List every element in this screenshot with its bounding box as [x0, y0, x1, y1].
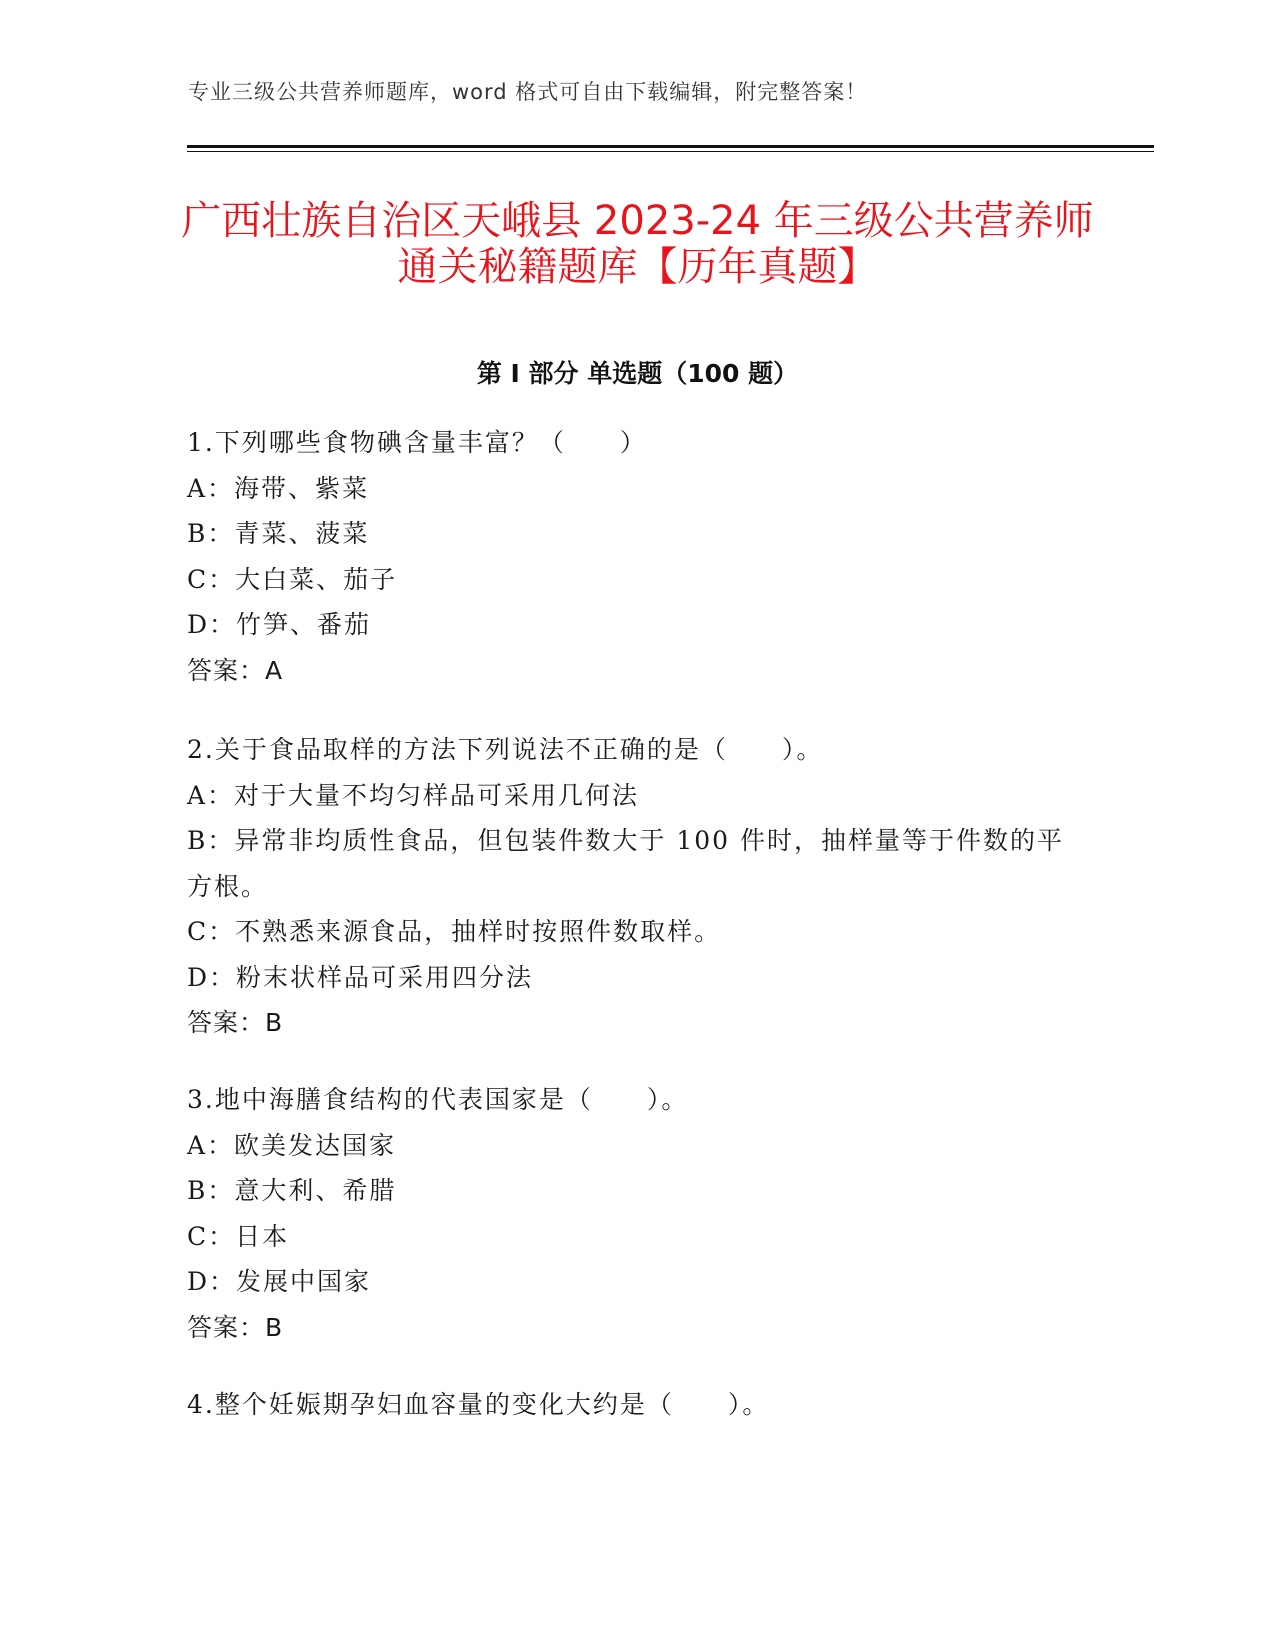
option-b: B：青菜、菠菜 — [187, 519, 370, 548]
answer: 答案：B — [187, 1008, 284, 1037]
answer: 答案：B — [187, 1312, 284, 1342]
question-1 — [187, 420, 1087, 693]
option-d: D：竹笋、番茄 — [187, 610, 372, 639]
document-title: 广西壮族自治区天峨县 2023-24 年三级公共营养师通关秘籍题库【历年真题】 — [181, 198, 1094, 290]
question-4 — [187, 1382, 1087, 1428]
question-stem: 3.地中海膳食结构的代表国家是（ ）。 — [187, 1085, 689, 1114]
option-a: A：海带、紫菜 — [187, 473, 370, 503]
header-note: 专业三级公共营养师题库，word 格式可自由下载编辑，附完整答案！ — [188, 80, 868, 104]
option-c: C：大白菜、茄子 — [187, 564, 398, 594]
option-a: A：欧美发达国家 — [187, 1130, 397, 1160]
section-heading: 第 I 部分 单选题（100 题） — [476, 359, 799, 388]
question-2 — [187, 727, 1087, 1046]
header-rule-thin — [187, 151, 1154, 152]
option-c: C：不熟悉来源食品，抽样时按照件数取样。 — [187, 917, 722, 946]
question-3 — [187, 1077, 1087, 1350]
question-stem: 1.下列哪些食物碘含量丰富？（ ） — [187, 428, 647, 457]
option-d: D：发展中国家 — [187, 1267, 372, 1296]
option-c: C：日本 — [187, 1221, 290, 1251]
option-b: B：意大利、希腊 — [187, 1176, 397, 1205]
question-stem: 2.关于食品取样的方法下列说法不正确的是（ ）。 — [187, 735, 824, 764]
header-rule-thick — [187, 145, 1154, 148]
question-stem: 4.整个妊娠期孕妇血容量的变化大约是（ ）。 — [187, 1390, 770, 1419]
answer: 答案：A — [187, 655, 284, 685]
option-d: D：粉末状样品可采用四分法 — [187, 962, 534, 992]
option-b: B：异常非均质性食品，但包装件数大于 100 件时，抽样量等于件数的平方根。 — [187, 826, 1064, 901]
option-a: A：对于大量不均匀样品可采用几何法 — [187, 780, 640, 810]
